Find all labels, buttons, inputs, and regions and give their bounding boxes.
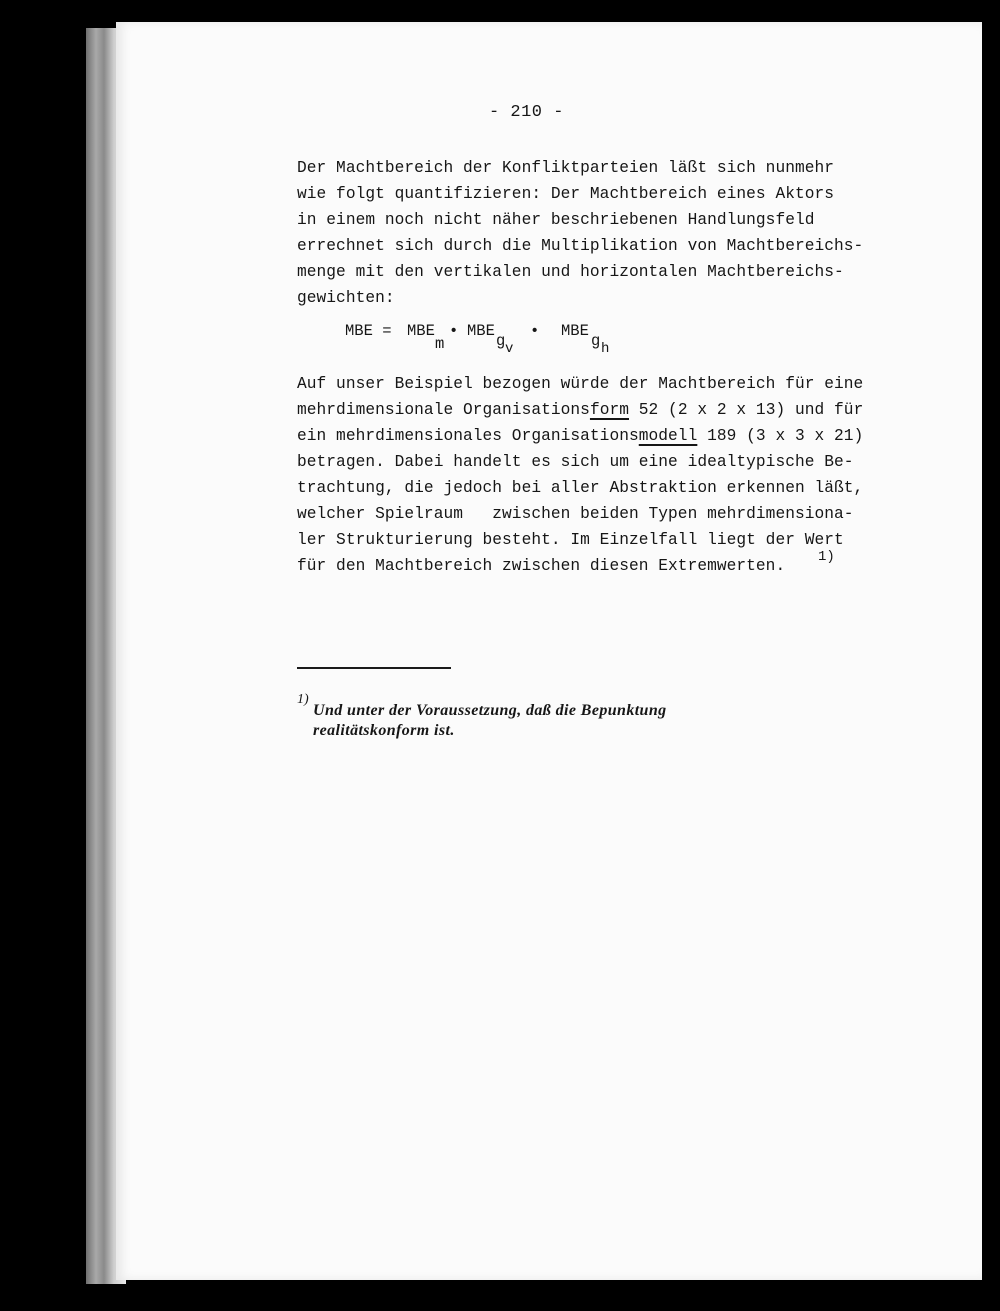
text-line: wie folgt quantifizieren: Der Machtbereich eines Aktors — [297, 185, 835, 203]
text-line — [297, 423, 897, 449]
text-line: errechnet sich durch die Multiplikation von Machtbereichs- — [297, 237, 864, 255]
text-line: Auf unser Beispiel bezogen würde der Machtbereich für eine — [297, 375, 864, 393]
text-segment: ein mehrdimensionales Organisations — [297, 427, 639, 445]
formula-subscript-g: g — [591, 332, 601, 350]
paragraph-example — [297, 371, 897, 579]
text-line: Der Machtbereich der Konfliktparteien läßt sich nunmehr — [297, 159, 835, 177]
paragraph-intro — [297, 155, 897, 311]
text-segment: 52 (2 x 2 x 13) und für — [629, 401, 864, 419]
formula-lhs: MBE = — [345, 322, 392, 340]
text-line — [297, 397, 897, 423]
formula-subscript-h: h — [601, 341, 610, 357]
text-line: gewichten: — [297, 289, 395, 307]
text-line: für den Machtbereich zwischen diesen Extremwerten. — [297, 557, 786, 575]
text-line: betragen. Dabei handelt es sich um eine idealtypische Be- — [297, 453, 854, 471]
formula — [345, 322, 610, 362]
underlined-word-modell: modell — [638, 427, 698, 445]
formula-term-mbe: MBE — [407, 322, 435, 340]
text-segment: 189 (3 x 3 x 21) — [697, 427, 864, 445]
page-number: - 210 - — [489, 103, 564, 122]
footnote-line: realitätskonform ist. — [313, 722, 455, 739]
text-line: ler Strukturierung besteht. Im Einzelfall liegt der Wert — [297, 531, 844, 549]
footnote-marker: 1) — [297, 692, 309, 707]
text-line: welcher Spielraum zwischen beiden Typen mehrdimensiona- — [297, 505, 854, 523]
footnote-divider — [297, 667, 451, 669]
formula-subscript-m: m — [435, 335, 445, 353]
text-line: in einem noch nicht näher beschriebenen Handlungsfeld — [297, 211, 815, 229]
formula-term-mbe-gv: MBE — [467, 322, 495, 340]
formula-dot: • — [530, 322, 540, 340]
footnote-reference: 1) — [818, 549, 835, 565]
formula-subscript-v: v — [505, 341, 514, 357]
footnote-line: Und unter der Voraussetzung, daß die Bepunktung — [313, 702, 667, 719]
formula-term-mbe-gh: MBE — [561, 322, 589, 340]
formula-subscript-g: g — [496, 332, 506, 350]
formula-dot: • — [449, 322, 459, 340]
underlined-word-form: form — [589, 401, 629, 419]
text-line: trachtung, die jedoch bei aller Abstraktion erkennen läßt, — [297, 479, 864, 497]
footnote-text — [313, 701, 913, 741]
text-line: menge mit den vertikalen und horizontalen Machtbereichs- — [297, 263, 844, 281]
text-segment: mehrdimensionale Organisations — [297, 401, 590, 419]
